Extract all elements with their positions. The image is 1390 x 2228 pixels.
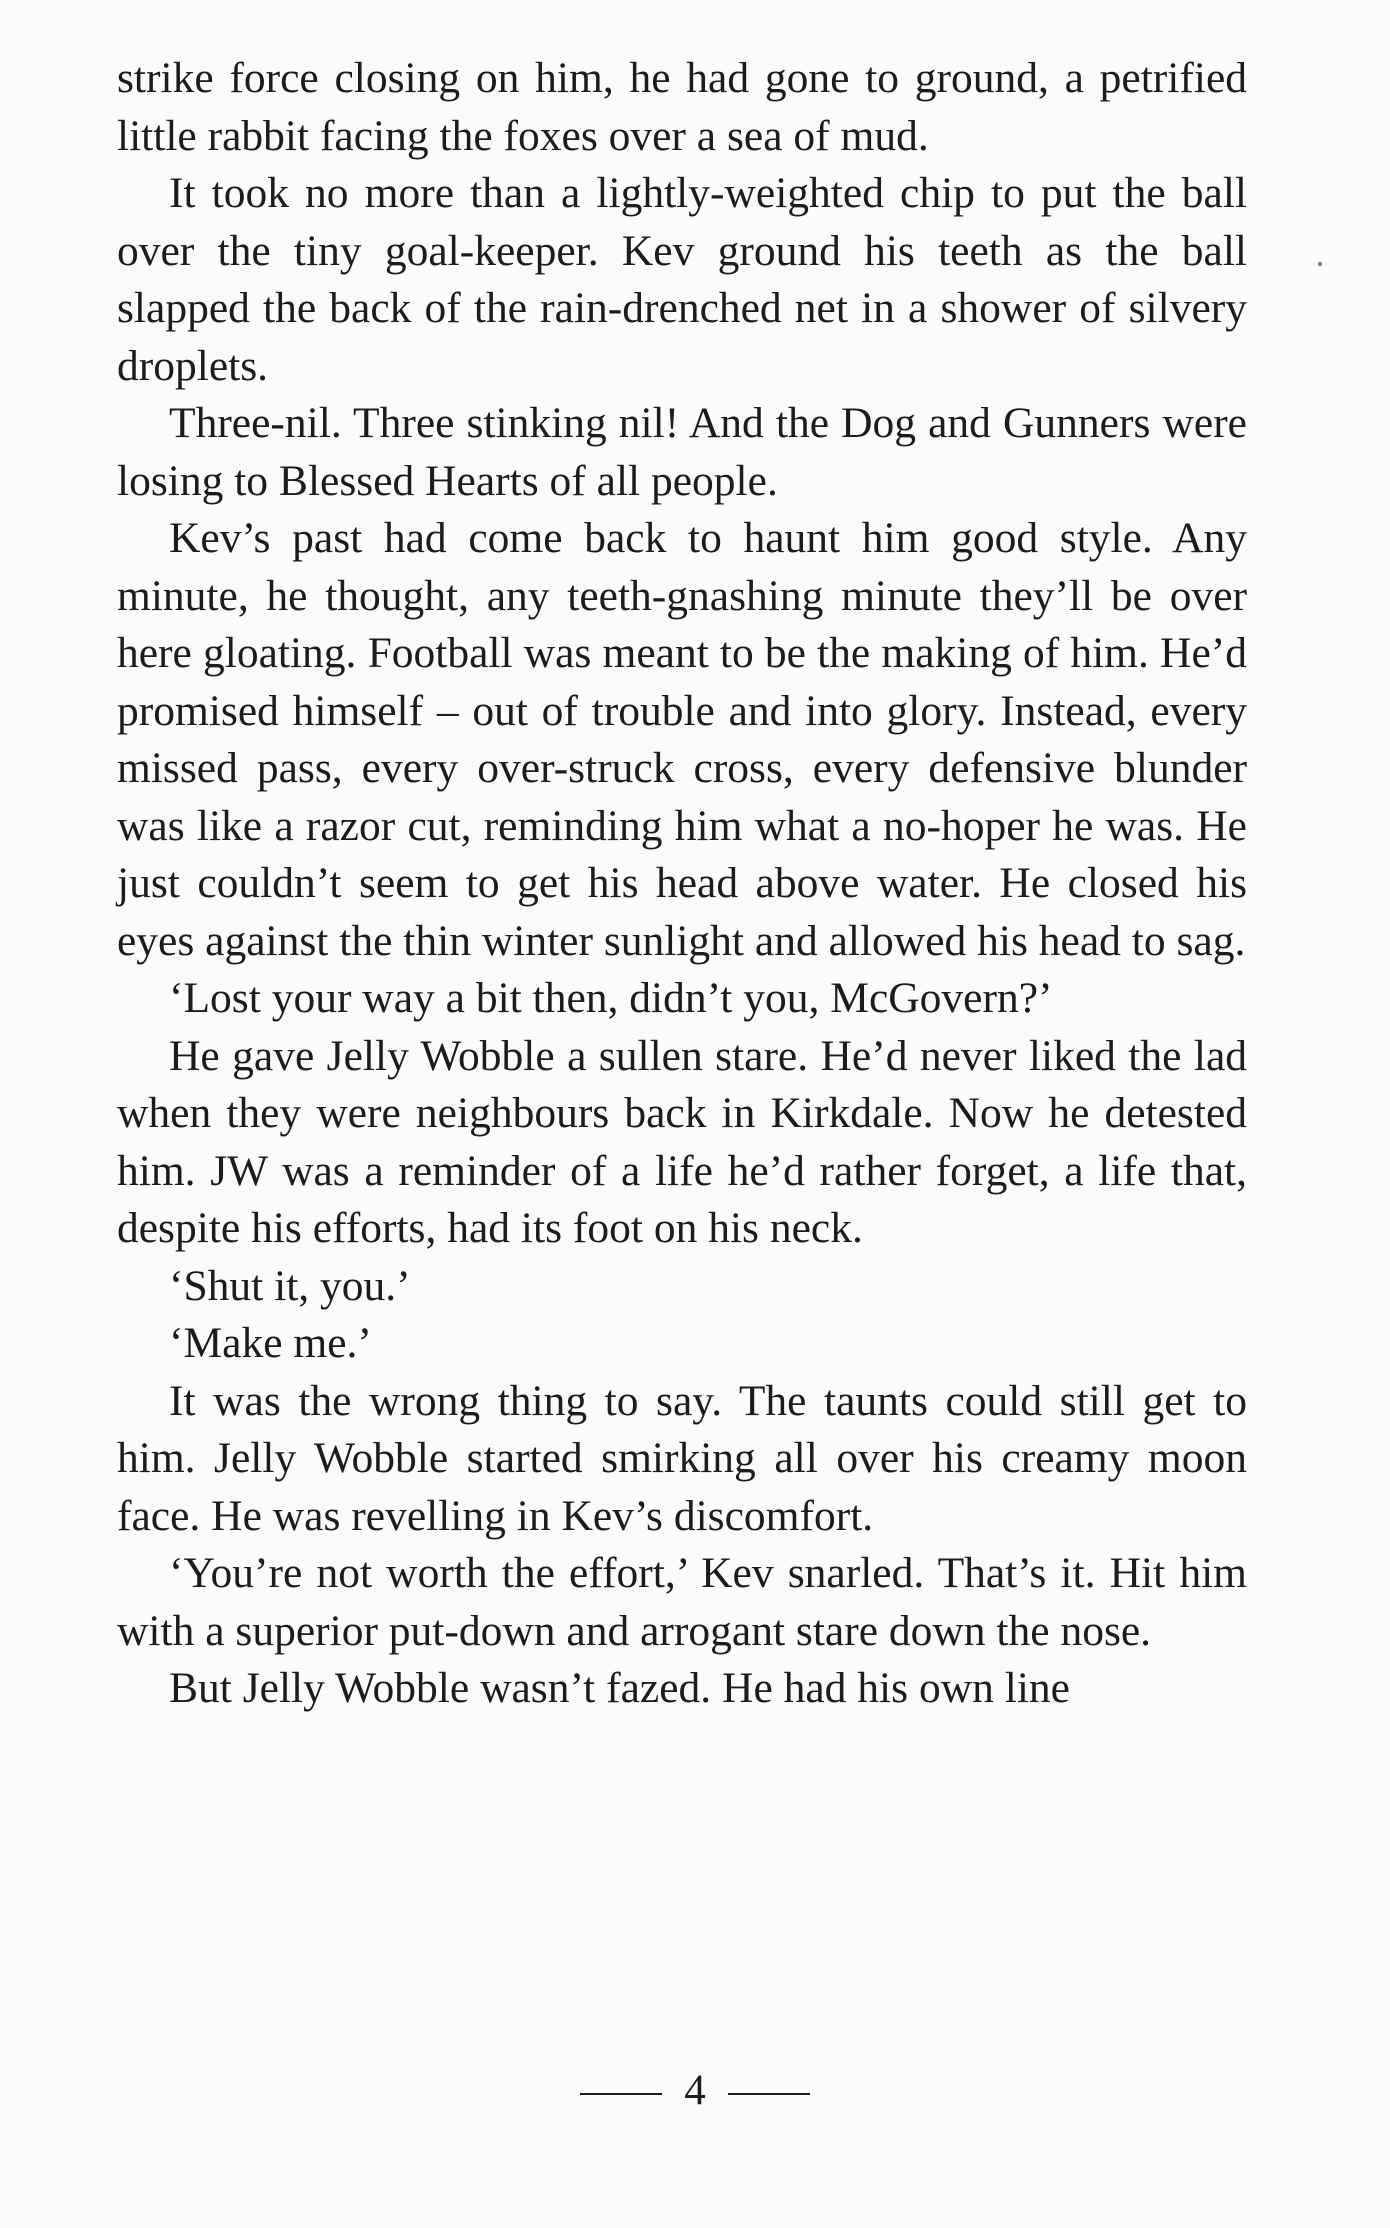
paragraph: Kev’s past had come back to haunt him good style. Any minute, he thought, any teeth-gnashing minute they’ll be over here gloating. Football was meant to be the making of him. He’d promised himself – out of trouble and into glory. Instead, every missed pass, every over-struck cross, every defensive blunder was like a razor cut, reminding him what a no-hoper he was. He just couldn’t seem to get his head above water. He closed his eyes against the thin winter sunlight and allowed his head to sag. xyxy=(117,514,1247,965)
paragraph: It took no more than a lightly-weighted chip to put the ball over the tiny goal-keeper. Kev ground his teeth as the ball slapped the back of the rain-drenched net in a shower of silvery droplets. xyxy=(117,169,1247,390)
paragraph: But Jelly Wobble wasn’t fazed. He had his own line xyxy=(169,1664,1070,1712)
paper-speck xyxy=(1318,262,1322,266)
page-number-footer xyxy=(0,2066,1390,2115)
dialogue-paragraph: ‘Make me.’ xyxy=(169,1319,372,1367)
paragraph: It was the wrong thing to say. The taunts could still get to him. Jelly Wobble started smirking all over his creamy moon face. He was revelling in Kev’s discomfort. xyxy=(117,1376,1247,1540)
paragraph: He gave Jelly Wobble a sullen stare. He’d never liked the lad when they were neighbours back in Kirkdale. Now he detested him. JW was a reminder of a life he’d rather forget, a life that, despite his efforts, had its foot on his neck. xyxy=(117,1031,1247,1252)
page-number: 4 xyxy=(684,2067,706,2114)
dialogue-paragraph: ‘Shut it, you.’ xyxy=(169,1261,411,1310)
book-page-text xyxy=(117,50,1247,1718)
folio-rule-right xyxy=(728,2093,810,2095)
paragraph: Three-nil. Three stinking nil! And the Dog and Gunners were losing to Blessed Hearts of all people. xyxy=(117,399,1247,505)
dialogue-paragraph: ‘Lost your way a bit then, didn’t you, McGovern?’ xyxy=(169,974,1053,1022)
dialogue-paragraph: ‘You’re not worth the effort,’ Kev snarled. That’s it. Hit him with a superior put-down and arrogant stare down the nose. xyxy=(117,1549,1247,1655)
folio-rule-left xyxy=(580,2093,662,2095)
paragraph-continued: strike force closing on him, he had gone to ground, a petrified little rabbit facing the foxes over a sea of mud. xyxy=(117,54,1247,160)
